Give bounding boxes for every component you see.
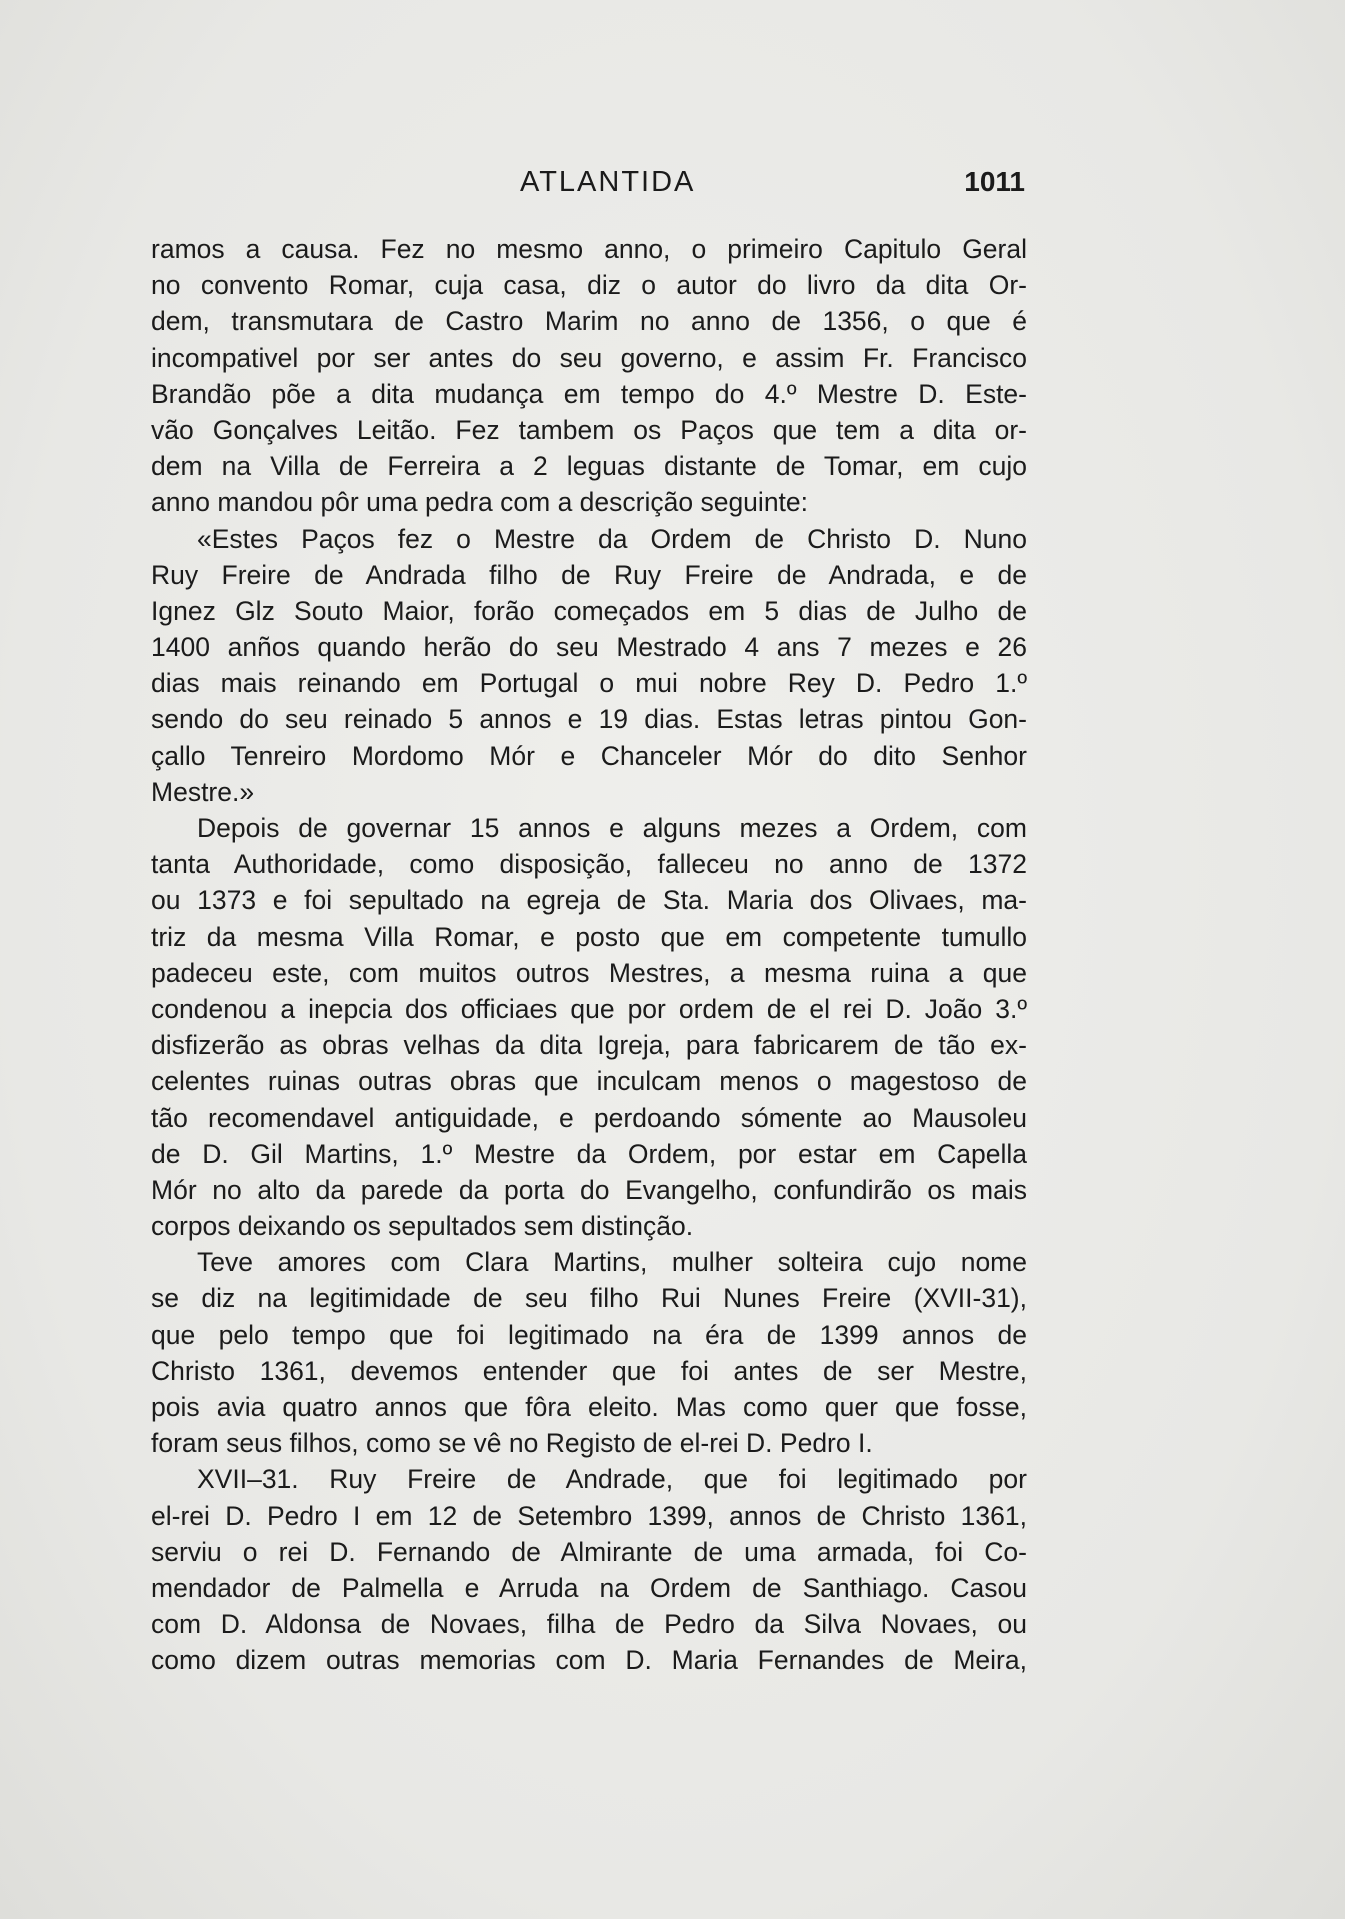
text-line: tão recomendavel antiguidade, e perdoando sómente ao Mausoleu bbox=[151, 1102, 1027, 1133]
running-head bbox=[150, 162, 1032, 202]
text-line: XVII–31. Ruy Freire de Andrade, que foi legitimado por bbox=[197, 1464, 1027, 1495]
text-line: «Estes Paços fez o Mestre da Ordem de Christo D. Nuno bbox=[197, 523, 1027, 554]
text-line: ramos a causa. Fez no mesmo anno, o primeiro Capitulo Geral bbox=[151, 234, 1027, 264]
text-line: tanta Authoridade, como disposição, falleceu no anno de 1372 bbox=[151, 849, 1027, 880]
text-line: como dizem outras memorias com D. Maria Fernandes de Meira, bbox=[151, 1645, 1027, 1676]
text-line: padeceu este, com muitos outros Mestres, a mesma ruina a que bbox=[151, 957, 1027, 988]
text-line: no convento Romar, cuja casa, diz o autor do livro da dita Or- bbox=[151, 270, 1027, 301]
text-line: Brandão põe a dita mudança em tempo do 4.º Mestre D. Este- bbox=[151, 378, 1027, 409]
text-line: que pelo tempo que foi legitimado na éra de 1399 annos de bbox=[151, 1319, 1027, 1350]
page-number: 1011 bbox=[964, 166, 1025, 197]
text-line: ou 1373 e foi sepultado na egreja de Sta. Maria dos Olivaes, ma- bbox=[151, 885, 1027, 916]
text-line: celentes ruinas outras obras que inculcam menos o magestoso de bbox=[151, 1066, 1027, 1097]
text-line: Ruy Freire de Andrada filho de Ruy Freire de Andrada, e de bbox=[151, 559, 1027, 590]
body-text bbox=[151, 231, 1027, 1679]
text-line: Teve amores com Clara Martins, mulher solteira cujo nome bbox=[197, 1247, 1027, 1278]
text-line: triz da mesma Villa Romar, e posto que em competente tumullo bbox=[151, 921, 1027, 952]
text-line: pois avia quatro annos que fôra eleito. Mas como quer que fosse, bbox=[151, 1392, 1027, 1422]
text-line: dem na Villa de Ferreira a 2 leguas distante de Tomar, em cujo bbox=[151, 451, 1027, 482]
text-line: serviu o rei D. Fernando de Almirante de uma armada, foi Co- bbox=[151, 1536, 1027, 1567]
text-line: disfizerão as obras velhas da dita Igreja, para fabricarem de tão ex- bbox=[151, 1030, 1027, 1061]
text-line: mendador de Palmella e Arruda na Ordem de Santhiago. Casou bbox=[151, 1572, 1027, 1603]
text-line: foram seus filhos, como se vê no Registo de el-rei D. Pedro I. bbox=[151, 1428, 873, 1459]
text-line: Mestre.» bbox=[151, 776, 255, 807]
text-line: el-rei D. Pedro I em 12 de Setembro 1399, annos de Christo 1361, bbox=[151, 1500, 1027, 1531]
text-line: çallo Tenreiro Mordomo Mór e Chanceler Mór do dito Senhor bbox=[151, 740, 1027, 771]
text-line: sendo do seu reinado 5 annos e 19 dias. Estas letras pintou Gon- bbox=[151, 704, 1027, 735]
text-line: dias mais reinando em Portugal o mui nobre Rey D. Pedro 1.º bbox=[151, 668, 1027, 699]
text-line: 1400 anños quando herão do seu Mestrado 4 ans 7 mezes e 26 bbox=[151, 632, 1027, 663]
text-line: anno mandou pôr uma pedra com a descrição seguinte: bbox=[151, 487, 809, 518]
text-line: Depois de governar 15 annos e alguns mezes a Ordem, com bbox=[197, 813, 1027, 843]
text-line: vão Gonçalves Leitão. Fez tambem os Paços que tem a dita or- bbox=[151, 414, 1027, 445]
text-line: Christo 1361, devemos entender que foi antes de ser Mestre, bbox=[151, 1355, 1027, 1386]
text-line: com D. Aldonsa de Novaes, filha de Pedro da Silva Novaes, ou bbox=[151, 1609, 1027, 1640]
text-line: se diz na legitimidade de seu filho Rui Nunes Freire (XVII-31), bbox=[151, 1283, 1027, 1314]
text-line: corpos deixando os sepultados sem distinção. bbox=[151, 1211, 694, 1242]
text-line: Mór no alto da parede da porta do Evangelho, confundirão os mais bbox=[151, 1174, 1027, 1205]
text-line: de D. Gil Martins, 1.º Mestre da Ordem, por estar em Capella bbox=[151, 1138, 1027, 1169]
text-line: dem, transmutara de Castro Marim no anno de 1356, o que é bbox=[151, 306, 1027, 337]
text-line: condenou a inepcia dos officiaes que por ordem de el rei D. João 3.º bbox=[151, 993, 1027, 1024]
text-line: incompativel por ser antes do seu governo, e assim Fr. Francisco bbox=[151, 342, 1027, 373]
text-line: Ignez Glz Souto Maior, forão começados em 5 dias de Julho de bbox=[151, 595, 1027, 626]
journal-title: ATLANTIDA bbox=[520, 166, 696, 198]
